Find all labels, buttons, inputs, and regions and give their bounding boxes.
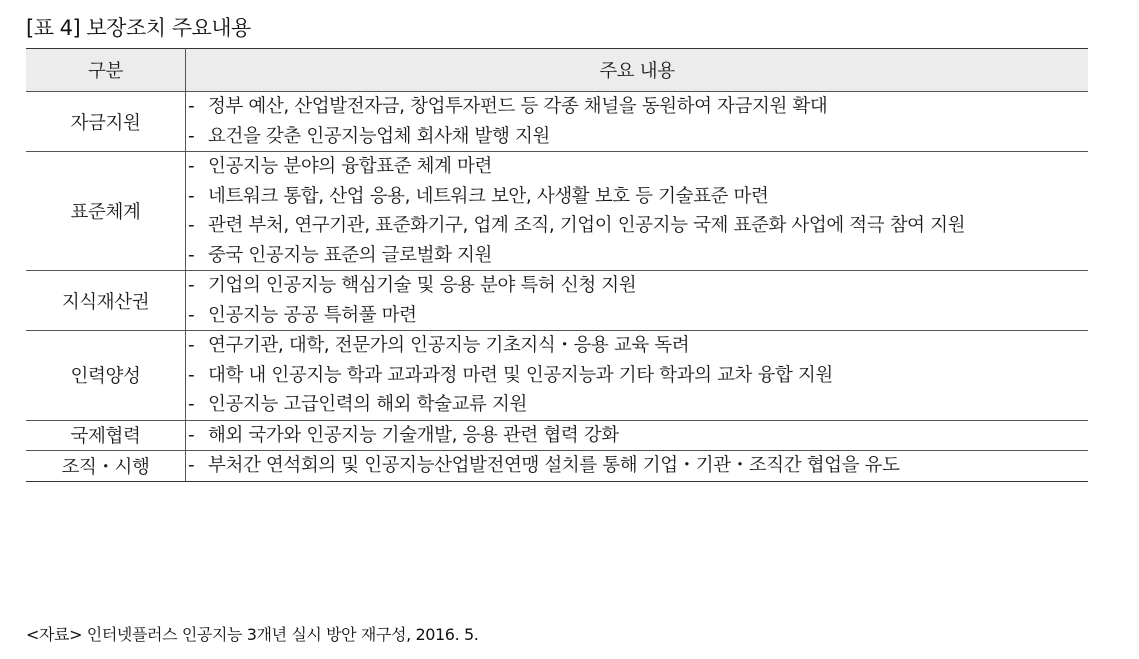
row-category: 지식재산권 [26,271,186,331]
list-item: - 관련 부처, 연구기관, 표준화기구, 업계 조직, 기업이 인공지능 국제 표준화 사업에 적극 참여 지원 [186,211,1088,241]
row-category: 국제협력 [26,420,186,451]
row-category: 인력양성 [26,331,186,421]
header-content: 주요 내용 [186,49,1089,92]
list-item: - 해외 국가와 인공지능 기술개발, 응용 관련 협력 강화 [186,421,1088,451]
list-item: - 인공지능 공공 특허풀 마련 [186,301,1088,331]
list-item: - 대학 내 인공지능 학과 교과과정 마련 및 인공지능과 기타 학과의 교차 융합 지원 [186,361,1088,391]
list-item: - 요건을 갖춘 인공지능업체 회사채 발행 지원 [186,122,1088,152]
list-item: - 중국 인공지능 표준의 글로벌화 지원 [186,241,1088,271]
row-items [186,331,1089,421]
table-row [26,152,1088,271]
row-category: 자금지원 [26,92,186,152]
list-item: - 연구기관, 대학, 전문가의 인공지능 기초지식・응용 교육 독려 [186,331,1088,361]
measures-table [26,48,1088,482]
source-note: <자료> 인터넷플러스 인공지능 3개년 실시 방안 재구성, 2016. 5. [26,625,479,644]
table-row [26,420,1088,451]
list-item: - 기업의 인공지능 핵심기술 및 응용 분야 특허 신청 지원 [186,271,1088,301]
row-items [186,420,1089,451]
table-row [26,331,1088,421]
table-row [26,271,1088,331]
row-items [186,92,1089,152]
table-caption: [표 4] 보장조치 주요내용 [26,16,251,40]
list-item: - 인공지능 고급인력의 해외 학술교류 지원 [186,390,1088,420]
table-header-row [26,49,1088,92]
row-category: 표준체계 [26,152,186,271]
table-row [26,92,1088,152]
header-category: 구분 [26,49,186,92]
list-item: - 인공지능 분야의 융합표준 체계 마련 [186,152,1088,182]
table-row [26,451,1088,482]
row-items [186,451,1089,482]
list-item: - 부처간 연석회의 및 인공지능산업발전연맹 설치를 통해 기업・기관・조직간 협업을 유도 [186,451,1088,481]
list-item: - 정부 예산, 산업발전자금, 창업투자펀드 등 각종 채널을 동원하여 자금지원 확대 [186,92,1088,122]
row-items [186,152,1089,271]
row-category: 조직・시행 [26,451,186,482]
list-item: - 네트워크 통합, 산업 응용, 네트워크 보안, 사생활 보호 등 기술표준 마련 [186,182,1088,212]
row-items [186,271,1089,331]
